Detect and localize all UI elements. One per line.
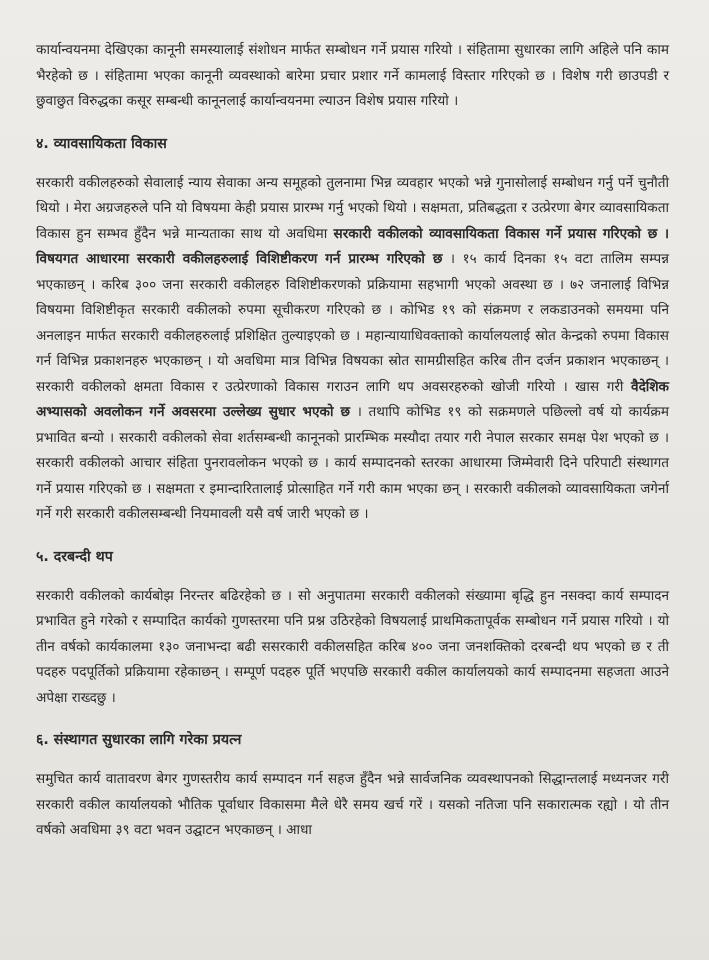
section-4-bold-2: वैदेशिक अभ्यासको अवलोकन गर्ने अवसरमा उल्लेख्य सुधार भएको छ (36, 378, 669, 420)
section-5-paragraph: सरकारी वकीलको कार्यबोझ निरन्तर बढिरहेको छ । सो अनुपातमा सरकारी वकीलको संख्यामा बृद्धि हुन नसक्दा कार्य सम्पादन प्रभावित हुने गरेको र सम्पादित कार्यको गुणस्तरमा पनि प्रश्न उठिरहेको विषयलाई प्राथमिकतापूर्वक सम्बोधन गर्ने प्रयास गरियो । यो तीन वर्षको कार्यकालमा १३० जनाभन्दा बढी ससरकारी वकीलसहित करिब ४०० जना जनशक्तिको दरबन्दी थप भएको छ र ती पदहरु पदपूर्तिको प्रक्रियामा रहेकाछन् । सम्पूर्ण पदहरु पूर्ति भएपछि सरकारी वकील कार्यालयको कार्य सम्पादनमा सहजता आउने अपेक्षा राख्दछु । (36, 587, 669, 706)
intro-paragraph: कार्यान्वयनमा देखिएका कानूनी समस्यालाई संशोधन मार्फत सम्बोधन गर्ने प्रयास गरियो । संहितामा सुधारका लागि अहिले पनि काम भैरहेको छ । संहितामा भएका कानूनी व्यवस्थाको बारेमा प्रचार प्रशार गर्ने कामलाई विस्तार गरिएको छ । विशेष गरी छाउपडी र छुवाछुत विरुद्धका कसूर सम्बन्धी कानूनलाई कार्यान्वयनमा ल्याउन विशेष प्रयास गरियो । (36, 42, 669, 109)
section-6-paragraph: समुचित कार्य वातावरण बेगर गुणस्तरीय कार्य सम्पादन गर्न सहज हुँदैन भन्ने सार्वजनिक व्यवस्थापनको सिद्धान्तलाई मध्यनजर गरी सरकारी वकील कार्यालयको भौतिक पूर्वाधार विकासमा मैले धेरै समय खर्च गरें । यसको नतिजा पनि सकारात्मक रह्यो । यो तीन वर्षको अवधिमा ३९ वटा भवन उद्घाटन भएकाछन् । आधा (36, 771, 669, 838)
section-5-heading: ५. दरबन्दी थप (36, 548, 113, 565)
section-4-text-3: । तथापि कोभिड १९ को सक्रमणले पछिल्लो वर्ष यो कार्यक्रम प्रभावित बन्यो । सरकारी वकीलको सेवा शर्तसम्बन्धी कानूनको प्रारम्भिक मस्यौदा तयार गरी नेपाल सरकार समक्ष पेश भएको छ । सरकारी वकीलको आचार संहिता पुनरावलोकन भएको छ । कार्य सम्पादनको स्तरका आधारमा जिम्मेवारी दिने परिपाटी संस्थागत गर्ने प्रयास गरिएको छ । सक्षमता र इमान्दारितालाई प्रोत्साहित गर्ने गरी काम भएका छन् । सरकारी वकीलको व्यावसायिकता जगेर्ना गर्ने गरी सरकारी वकीलसम्बन्धी नियमावली यसै वर्ष जारी भएको छ । (36, 404, 669, 522)
section-6-heading: ६. संस्थागत सुधारका लागि गरेका प्रयत्न (36, 732, 242, 748)
section-4-text-2: । १५ कार्य दिनका १५ वटा तालिम सम्पन्न भएकाछन् । करिब ३०० जना सरकारी वकीलहरु विशिष्टीकरणको प्रक्रियामा सहभागी भएको अवस्था छ । ७२ जनालाई विभिन्न विषयमा विशिष्टीकृत सरकारी वकीलको रुपमा सूचीकरण गरिएको छ । कोभिड १९ को संक्रमण र लकडाउनको समयमा पनि अनलाइन मार्फत सरकारी वकीलहरुलाई प्रशिक्षित तुल्याइएको छ । महान्यायाधिवक्ताको कार्यालयलाई स्रोत केन्द्रको रुपमा विकास गर्न विभिन्न प्रकाशनहरु भएकाछन् । यो अवधिमा मात्र विभिन्न विषयका स्रोत सामग्रीसहित करिब तीन दर्जन प्रकाशन भएकाछन् । सरकारी वकीलको क्षमता विकास र उत्प्रेरणाको विकास गराउन लागि थप अवसरहरुको खोजी गरियो । खास गरी (36, 251, 669, 395)
section-4-bold-1: सरकारी वकीलको व्यावसायिकता विकास गर्ने प्रयास गरिएको छ । विषयगत आधारमा सरकारी वकीलहरुलाई विशिष्टीकरण गर्न प्रारम्भ गरिएको छ (36, 225, 669, 267)
section-4-paragraph (36, 171, 669, 528)
section-4-text-1: सरकारी वकीलहरुको सेवालाई न्याय सेवाका अन्य समूहको तुलनामा भिन्न व्यवहार भएको भन्ने गुनासोलाई सम्बोधन गर्नु पर्ने चुनौती थियो । मेरा अग्रजहरुले पनि यो विषयमा केही प्रयास प्रारम्भ गर्नु भएको थियो । सक्षमता, प्रतिबद्धता र उत्प्रेरणा बेगर व्यावसायिकता विकास हुन सम्भव हुँदैन भन्ने मान्यताका साथ यो अवधिमा (36, 174, 669, 242)
section-4-heading: ४. व्यावसायिकता विकास (36, 135, 167, 152)
